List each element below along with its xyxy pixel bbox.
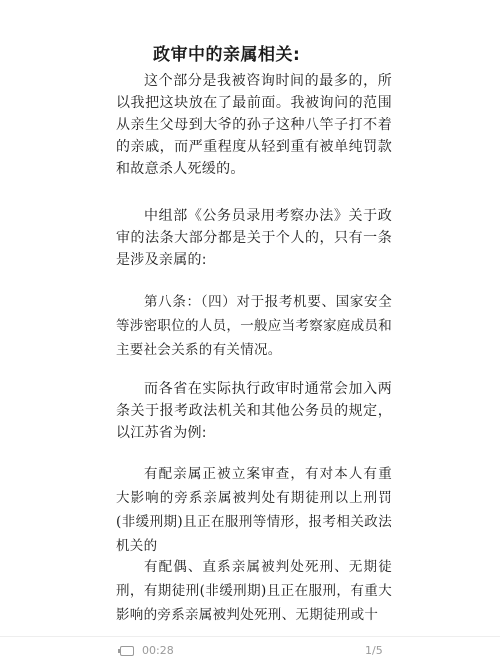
player-bar: [0, 636, 500, 667]
paragraph-3: 第八条：（四）对于报考机要、国家安全等涉密职位的人员，一般应当考察家庭成员和主要社会关系的有关情况。: [116, 294, 392, 358]
battery-icon: [120, 646, 134, 656]
paragraph-2: 中组部《公务员录用考察办法》关于政审的法条大部分都是关于个人的，只有一条是涉及亲属的:: [116, 208, 392, 268]
paragraph-6: 有配偶、直系亲属被判处死刑、无期徒刑，有期徒刑(非缓刑期)且正在服刑，有重大影响的旁系亲属被判处死刑、无期徒刑或十: [116, 559, 392, 623]
paragraph-4: 而各省在实际执行政审时通常会加入两条关于报考政法机关和其他公务员的规定，以江苏省为例:: [116, 381, 392, 441]
paragraph-1: 这个部分是我被咨询时间的最多的，所以我把这块放在了最前面。我被询问的范围从亲生父母到大爷的孙子这种八竿子打不着的亲戚，而严重程度从轻到重有被单纯罚款和故意杀人死缓的。: [116, 73, 392, 177]
paragraph-5: 有配亲属正被立案审查，有对本人有重大影响的旁系亲属被判处有期徒刑以上刑罚(非缓刑期)且正在服刑等情形，报考相关政法机关的: [116, 466, 392, 554]
playback-time: 00:28: [142, 644, 174, 657]
page-indicator[interactable]: 1/5: [365, 644, 383, 657]
page-title: 政审中的亲属相关:: [153, 45, 301, 65]
